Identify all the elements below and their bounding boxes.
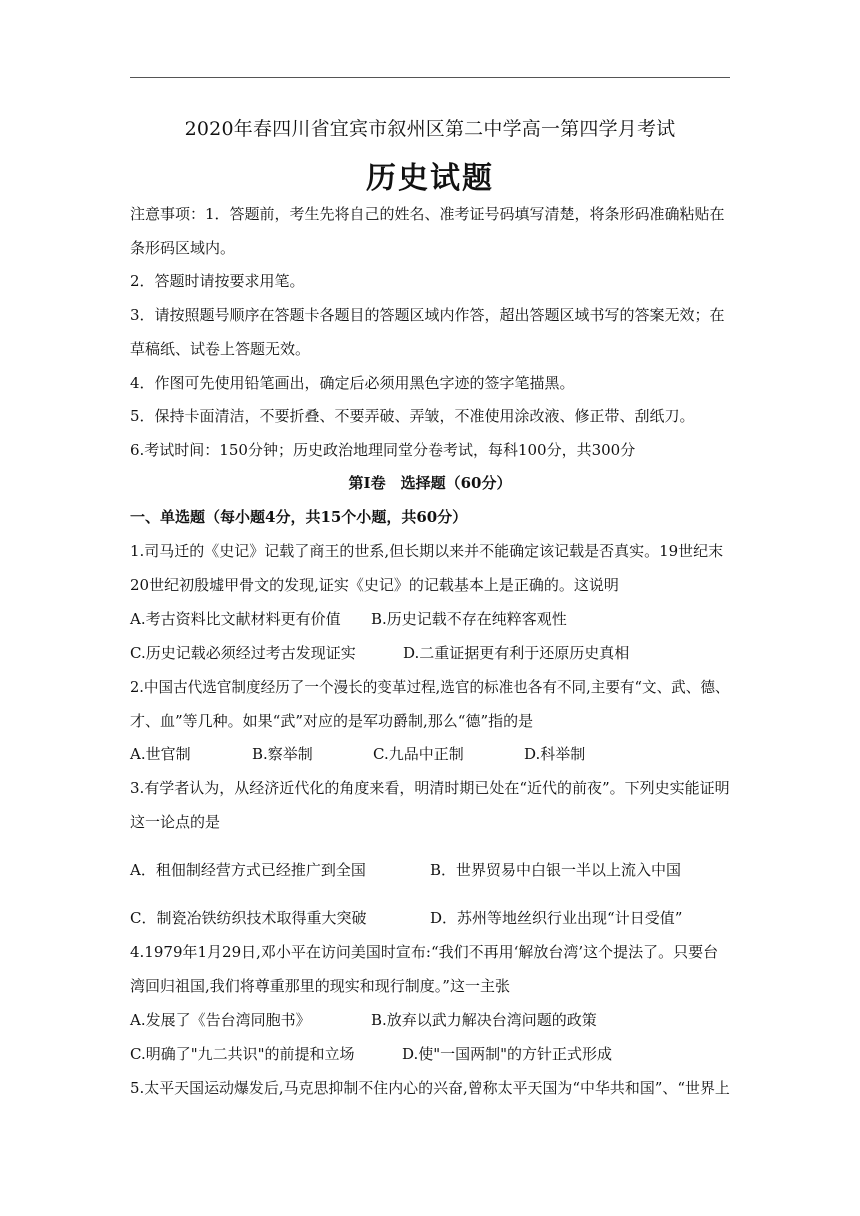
question-4-line-1: 4.1979年1月29日,邓小平在访问美国时宣布:“我们不再用‘解放台湾’这个提法了。只要台 (130, 943, 719, 961)
header-rule (130, 77, 730, 78)
notice-line-7: 5．保持卡面清洁，不要折叠、不要弄破、弄皱，不准使用涂改液、修正带、刮纸刀。 (130, 407, 695, 425)
question-1-option-b: B.历史记载不存在纯粹客观性 (371, 610, 567, 628)
question-2-line-1: 2.中国古代选官制度经历了一个漫长的变革过程,选官的标准也各有不同,主要有“文、武、德、 (130, 678, 730, 696)
question-3-line-2: 这一论点的是 (130, 813, 221, 831)
question-1-line-2: 20世纪初殷墟甲骨文的发现,证实《史记》的记载基本上是正确的。这说明 (130, 576, 619, 594)
notice-line-3: 2．答题时请按要求用笔。 (130, 272, 305, 290)
question-1-option-a: A.考古资料比文献材料更有价值 (130, 610, 341, 628)
notice-line-1: 注意事项：1．答题前，考生先将自己的姓名、准考证号码填写清楚，将条形码准确粘贴在 (130, 205, 725, 223)
notice-line-2: 条形码区域内。 (130, 239, 236, 257)
question-2-option-b: B.察举制 (252, 745, 313, 763)
notice-line-6: 4．作图可先使用铅笔画出，确定后必须用黑色字迹的签字笔描黑。 (130, 374, 575, 392)
part-title: 第Ⅰ卷 选择题（60分） (348, 474, 512, 492)
notice-line-5: 草稿纸、试卷上答题无效。 (130, 340, 311, 358)
question-4-line-2: 湾回归祖国,我们将尊重那里的现实和现行制度。”这一主张 (130, 977, 510, 995)
notice-line-8: 6.考试时间：150分钟；历史政治地理同堂分卷考试，每科100分，共300分 (130, 441, 636, 459)
question-3-option-c: C．制瓷冶铁纺织技术取得重大突破 (130, 909, 367, 927)
question-1-option-d: D.二重证据更有利于还原历史真相 (403, 644, 630, 662)
question-3-option-b: B．世界贸易中白银一半以上流入中国 (430, 861, 682, 879)
question-2-option-d: D.科举制 (524, 745, 586, 763)
question-4-option-b: B.放弃以武力解决台湾问题的政策 (371, 1011, 597, 1029)
question-2-option-a: A.世官制 (130, 745, 191, 763)
question-2-line-2: 才、血”等几种。如果“武”对应的是军功爵制,那么“德”指的是 (130, 712, 534, 730)
question-4-option-a: A.发展了《告台湾同胞书》 (130, 1011, 311, 1029)
question-3-option-a: A．租佃制经营方式已经推广到全国 (130, 861, 366, 879)
question-1-option-c: C.历史记载必须经过考古发现证实 (130, 644, 356, 662)
subject-title: 历史试题 (366, 161, 494, 196)
question-4-option-d: D.使"一国两制"的方针正式形成 (402, 1045, 613, 1063)
exam-title: 2020年春四川省宜宾市叙州区第二中学高一第四学月考试 (184, 118, 676, 140)
question-3-option-d: D．苏州等地丝织行业出现“计日受值” (430, 909, 683, 927)
question-4-option-c: C.明确了"九二共识"的前提和立场 (130, 1045, 355, 1063)
section-heading: 一、单选题（每小题4分，共15个小题，共60分） (130, 508, 468, 526)
question-1-line-1: 1.司马迁的《史记》记载了商王的世系,但长期以来并不能确定该记载是否真实。19世纪末 (130, 542, 724, 560)
question-5-line-1: 5.太平天国运动爆发后,马克思抑制不住内心的兴奋,曾称太平天国为“中华共和国”、“世界上 (130, 1079, 730, 1097)
question-3-line-1: 3.有学者认为，从经济近代化的角度来看，明清时期已处在“近代的前夜”。下列史实能证明 (130, 779, 730, 797)
question-2-option-c: C.九品中正制 (373, 745, 464, 763)
notice-line-4: 3．请按照题号顺序在答题卡各题目的答题区域内作答，超出答题区域书写的答案无效；在 (130, 306, 725, 324)
